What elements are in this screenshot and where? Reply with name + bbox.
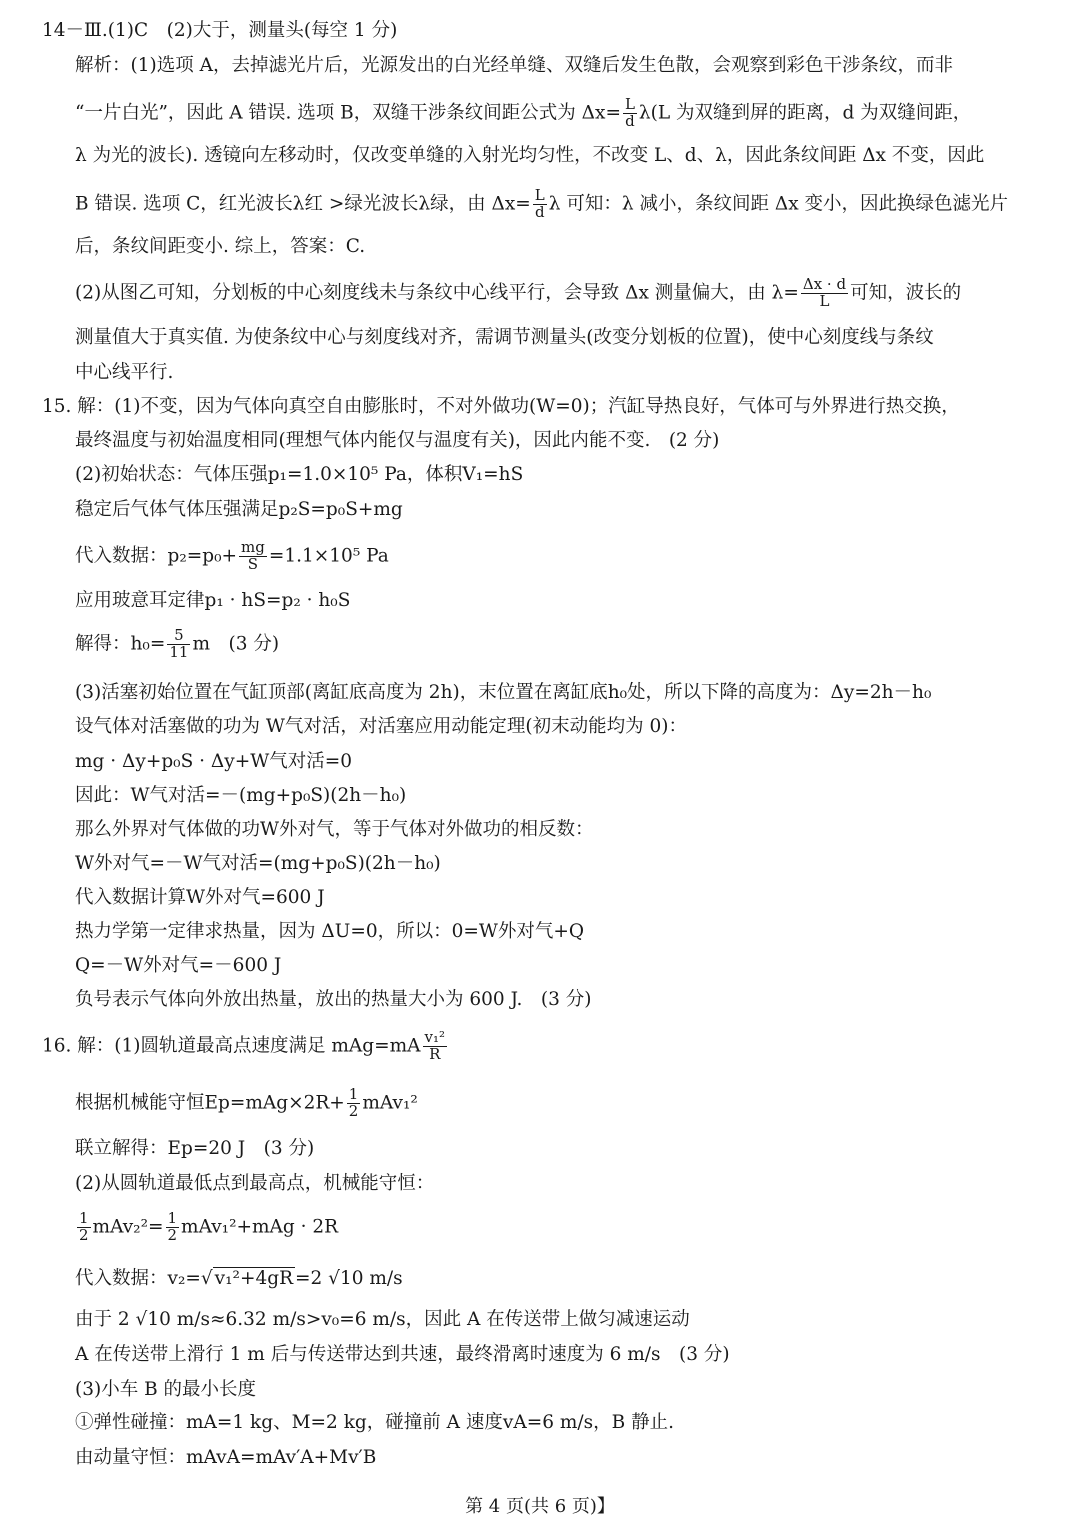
text: λ(L 为双缝到屏的距离，d 为双缝间距，: [638, 102, 972, 124]
line-14-analysis-1: [75, 57, 953, 76]
numerator: mg: [241, 538, 265, 556]
line-14-analysis-2: [75, 97, 971, 130]
line-16-result-ep: [75, 1140, 314, 1159]
text: 15. 解：(1)不变，因为气体向真空自由膨胀时，不对外做功(W=0)；汽缸导热良好，气体可与外界进行热交换，: [42, 396, 960, 417]
denominator: 2: [167, 1225, 178, 1244]
numerator: L: [624, 95, 635, 113]
line-15-part3-3: [75, 753, 352, 772]
text: 16. 解：(1)圆轨道最高点速度满足 mAg=mA: [42, 1035, 421, 1057]
text: 因此：W气对活=－(mg+p₀S)(2h－h₀): [75, 785, 407, 806]
line-15-solution-2: [75, 432, 719, 451]
text: 由于 2 √10 m/s≈6.32 m/s>v₀=6 m/s，因此 A 在传送带上做匀减速运动: [75, 1309, 690, 1330]
fraction-l-over-d: [623, 97, 637, 130]
line-16-part3-3: [75, 1449, 376, 1468]
text: m (3 分): [192, 633, 280, 655]
line-15-solution-1: [42, 398, 960, 417]
line-14-analysis-6: [75, 277, 961, 310]
text: (2)从圆轨道最低点到最高点，机械能守恒：: [75, 1173, 435, 1194]
line-14-analysis-8: [75, 364, 173, 383]
line-16-part2-compare: [75, 1311, 690, 1330]
text: A 在传送带上滑行 1 m 后与传送带达到共速，最终滑离时速度为 6 m/s (3 分): [75, 1344, 730, 1365]
text: 解析：(1)选项 A，去掉滤光片后，光源发出的白光经单缝、双缝后发生色散，会观察到彩色干涉条纹，而非: [75, 55, 953, 76]
denominator: d: [625, 111, 635, 130]
line-15-part3-8: [75, 923, 584, 942]
line-15-equilibrium: [75, 501, 403, 520]
text: (2)从图乙可知，分划板的中心刻度线未与条纹中心线平行，会导致 Δx 测量偏大，由 λ=: [75, 282, 799, 304]
text: 可知，波长的: [850, 282, 962, 304]
denominator: d: [534, 202, 545, 221]
fraction-mg-over-s: [239, 540, 267, 573]
numerator: Δx · d: [802, 275, 847, 293]
text: Q=－W外对气=－600 J: [75, 955, 282, 976]
line-15-initial-state: [75, 466, 523, 485]
text: 中心线平行.: [75, 362, 174, 383]
fraction-dx-d-over-l: [801, 277, 848, 310]
denominator: R: [429, 1044, 441, 1063]
text: mAv₁²+mAg · 2R: [181, 1216, 339, 1238]
line-16-part2-substitute: [75, 1270, 403, 1289]
numerator: 1: [167, 1209, 178, 1227]
text: 由动量守恒：mAvA=mAv′A+Mv′B: [75, 1447, 377, 1468]
line-14-analysis-7: [75, 329, 934, 348]
text: =1.1×10⁵ Pa: [268, 545, 389, 567]
text: 解得：h₀=: [75, 633, 166, 655]
fraction-v1sq-over-r: [423, 1030, 448, 1063]
line-15-part3-5: [75, 821, 594, 840]
line-15-part3-4: [75, 787, 406, 806]
text: “一片白光”，因此 A 错误. 选项 B，双缝干涉条纹间距公式为 Δx=: [75, 102, 621, 124]
denominator: L: [819, 291, 830, 310]
page-number: 第 4 页(共 6 页)】: [465, 1496, 615, 1517]
text: (3)活塞初始位置在气缸顶部(离缸底高度为 2h)，末位置在离缸底h₀处，所以下降的高度为：Δy=2h－h₀: [75, 682, 932, 703]
text: 稳定后气体气体压强满足p₂S=p₀S+mg: [75, 499, 403, 520]
line-14-analysis-3: [75, 147, 984, 166]
text: 设气体对活塞做的功为 W气对活，对活塞应用动能定理(初末动能均为 0)：: [75, 716, 687, 737]
text: W外对气=－W气对活=(mg+p₀S)(2h－h₀): [75, 853, 441, 874]
text: 测量值大于真实值. 为使条纹中心与刻度线对齐，需调节测量头(改变分划板的位置)，使中心刻度线与条纹: [75, 327, 934, 348]
line-14-analysis-5: [75, 238, 365, 257]
fraction-1-over-2: [77, 1211, 91, 1244]
text: 联立解得：Ep=20 J (3 分): [75, 1138, 315, 1159]
line-14-analysis-4: [75, 188, 1008, 221]
line-16-part2-equation: [75, 1211, 338, 1244]
text: 那么外界对气体做的功W外对气，等于气体对外做功的相反数：: [75, 819, 594, 840]
text: 最终温度与初始温度相同(理想气体内能仅与温度有关)，因此内能不变. (2 分): [75, 430, 720, 451]
line-15-part3-7: [75, 889, 325, 908]
line-15-part3-10: [75, 991, 592, 1010]
denominator: 2: [79, 1225, 89, 1244]
fraction-l-over-d: [533, 188, 547, 221]
line-16-energy-conservation: [75, 1087, 418, 1120]
denominator: 2: [348, 1101, 359, 1120]
line-15-part3-6: [75, 855, 441, 874]
text: mg · Δy+p₀S · Δy+W气对活=0: [75, 751, 353, 772]
text: 代入数据：p₂=p₀+: [75, 545, 238, 567]
text: λ 可知：λ 减小，条纹间距 Δx 变小，因此换绿色滤光片: [548, 193, 1009, 215]
line-14-answer: [42, 22, 397, 41]
text: 代入数据：v₂=√: [75, 1268, 213, 1289]
denominator: 11: [169, 642, 189, 661]
numerator: 1: [79, 1209, 89, 1227]
line-15-result-h0: [75, 628, 279, 661]
denominator: S: [247, 554, 259, 573]
line-16-part3-1: [75, 1381, 256, 1400]
numerator: v₁²: [424, 1028, 446, 1046]
text: 负号表示气体向外放出热量，放出的热量大小为 600 J. (3 分): [75, 989, 592, 1010]
fraction-1-over-2: [166, 1211, 180, 1244]
text: 热力学第一定律求热量，因为 ΔU=0，所以：0=W外对气+Q: [75, 921, 585, 942]
line-15-part3-1: [75, 684, 931, 703]
text: 根据机械能守恒Ep=mAg×2R+: [75, 1092, 345, 1114]
line-15-part3-9: [75, 957, 281, 976]
numerator: 5: [167, 628, 190, 645]
text: 代入数据计算W外对气=600 J: [75, 887, 325, 908]
line-16-part2-result: [75, 1346, 730, 1365]
page-footer: [0, 1492, 1080, 1518]
radicand: v₁²+4gR: [214, 1268, 293, 1289]
text: 应用玻意耳定律p₁ · hS=p₂ · h₀S: [75, 590, 351, 611]
text: (3)小车 B 的最小长度: [75, 1379, 257, 1400]
line-15-boyle-law: [75, 592, 350, 611]
text: (2)初始状态：气体压强p₁=1.0×10⁵ Pa，体积V₁=hS: [75, 464, 524, 485]
fraction-5-over-11: [167, 628, 190, 661]
text: mAv₂²=: [92, 1216, 164, 1238]
line-16-part3-2: [75, 1414, 674, 1433]
line-16-part2-1: [75, 1175, 434, 1194]
line-16-solution-1: [42, 1030, 449, 1063]
text: λ 为光的波长). 透镜向左移动时，仅改变单缝的入射光均匀性，不改变 L、d、λ，因此条纹间距 Δx 不变，因此: [75, 145, 985, 166]
text: =2 √10 m/s: [295, 1268, 403, 1289]
line-15-part3-2: [75, 718, 687, 737]
line-15-substitute: [75, 540, 389, 573]
text: 14－Ⅲ.(1)C (2)大于，测量头(每空 1 分): [42, 20, 398, 41]
text: mAv₁²: [362, 1092, 418, 1114]
numerator: 1: [348, 1085, 359, 1103]
text: B 错误. 选项 C，红光波长λ红 >绿光波长λ绿，由 Δx=: [75, 193, 531, 215]
text: ①弹性碰撞：mA=1 kg、M=2 kg，碰撞前 A 速度vA=6 m/s，B 静止.: [75, 1412, 674, 1433]
fraction-1-over-2: [347, 1087, 361, 1120]
text: 后，条纹间距变小. 综上，答案：C.: [75, 236, 366, 257]
numerator: L: [534, 186, 545, 204]
